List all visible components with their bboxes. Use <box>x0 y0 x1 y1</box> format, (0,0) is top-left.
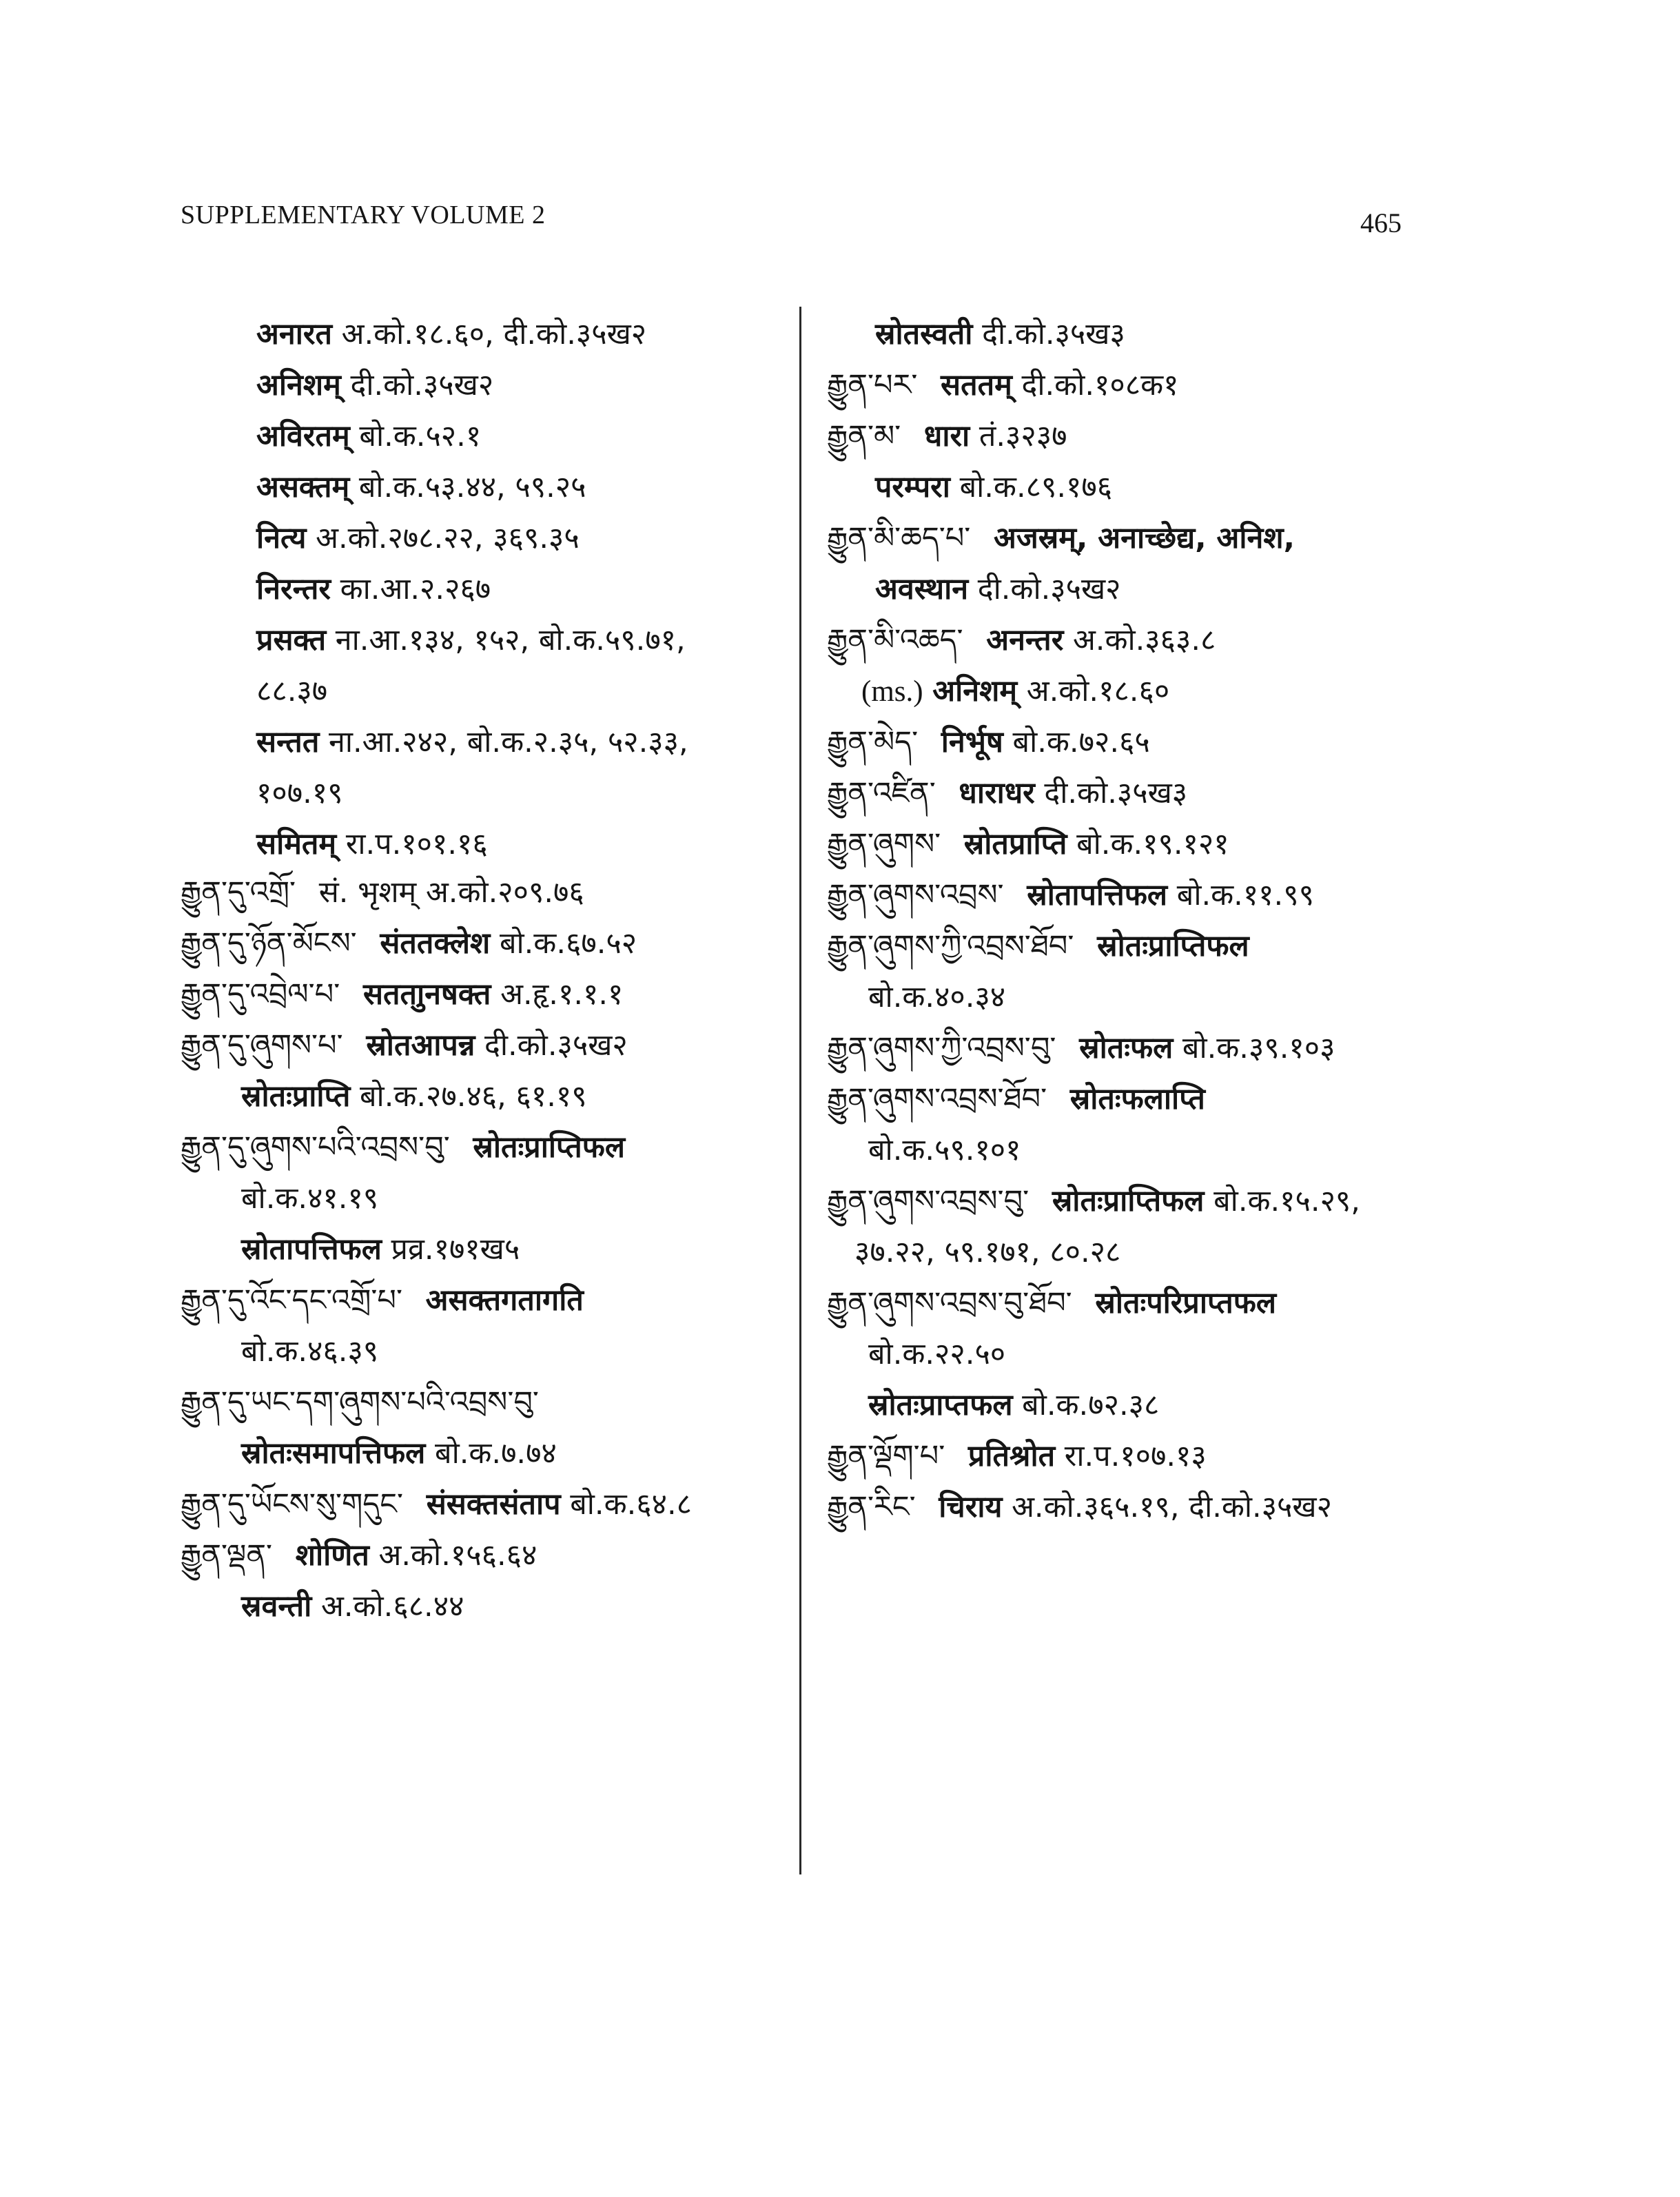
sanskrit-term: शोणित <box>295 1538 369 1573</box>
sanskrit-term: संसक्तसंताप <box>426 1487 561 1522</box>
reference-citation: बो.क.५२.१ <box>359 419 482 453</box>
entry-line <box>181 1535 537 1576</box>
reference-citation: प्रव्र.१७१ख५ <box>391 1232 520 1267</box>
entry-line <box>868 1384 1159 1426</box>
entry-line <box>181 1127 625 1168</box>
reference-citation: बो.क.६७.५२ <box>499 926 637 961</box>
entry-line <box>181 1280 584 1321</box>
tibetan-headword: རྒྱུན་ལྡན་ <box>181 1538 273 1573</box>
reference-citation: बो.क.४१.१९ <box>241 1181 379 1216</box>
tibetan-headword: རྒྱུན་དུ་ཉོན་མོངས་ <box>181 926 357 961</box>
sanskrit-term: स्रोतस्वती <box>875 317 973 351</box>
entry-line <box>875 467 1112 508</box>
entry-line <box>861 671 1169 713</box>
tibetan-headword: རྒྱུན་དུ་འོང་དང་འགྲོ་པ་ <box>181 1283 402 1318</box>
reference-citation: बो.क.८९.१७६ <box>959 470 1113 504</box>
sanskrit-term: सततम् <box>941 368 1012 402</box>
tibetan-headword: རྒྱུན་དུ་ཞུགས་པ་ <box>181 1028 343 1063</box>
reference-citation: अ.को.३६५.१९, दी.को.३५ख२ <box>1012 1490 1332 1524</box>
sanskrit-term: अविरतम् <box>256 419 350 453</box>
sanskrit-term: स्रवन्ती <box>241 1589 312 1624</box>
reference-citation: बो.क.१९.१२१ <box>1076 827 1229 861</box>
reference-citation: बो.क.७२.६५ <box>1012 725 1150 759</box>
sanskrit-term: स्रोतःफल <box>1079 1031 1174 1065</box>
tibetan-headword: རྒྱུན་མ་ <box>827 419 901 453</box>
entry-line <box>827 722 1150 763</box>
entry-line <box>875 569 1121 610</box>
tibetan-headword: རྒྱུན་དུ་ཡོངས་སུ་གདུང་ <box>181 1487 404 1522</box>
entry-line <box>181 1382 553 1423</box>
sanskrit-term: स्रोतःप्राप्ति <box>241 1079 351 1114</box>
entry-line <box>827 1283 1276 1324</box>
reference-citation: अ.को.३६३.८ <box>1072 623 1216 657</box>
entry-line <box>827 1486 1332 1528</box>
sanskrit-term: स्रोतआपन्न <box>366 1028 475 1063</box>
tibetan-headword: རྒྱུན་ལྡོག་པ་ <box>827 1439 945 1473</box>
sanskrit-term: चिराय <box>939 1490 1003 1524</box>
reference-citation: बो.क.१५.२९, <box>1213 1184 1360 1218</box>
sanskrit-term: सतताुनषक्त <box>362 977 491 1012</box>
reference-citation: बो.क.२७.४६, ६१.१९ <box>360 1079 587 1114</box>
sanskrit-term: असक्तम् <box>256 470 350 504</box>
entry-line <box>868 977 1005 1018</box>
reference-citation: का.आ.२.२६७ <box>340 572 491 606</box>
tibetan-headword: རྒྱུན་མེད་ <box>827 725 919 759</box>
entry-line <box>868 1333 1005 1375</box>
reference-citation: ना.आ.१३४, १५२, बो.क.५९.७१, <box>335 623 686 657</box>
reference-citation: दी.को.३५ख३ <box>1044 776 1188 810</box>
reference-citation: बो.क.११.९९ <box>1176 878 1314 912</box>
entry-line <box>854 1232 1120 1273</box>
reference-citation: बो.क.५३.४४, ५९.२५ <box>358 470 586 504</box>
reference-citation: दी.को.३५ख२ <box>484 1028 628 1063</box>
tibetan-headword: རྒྱུན་ཞུགས་འབྲས་ཐོབ་ <box>827 1082 1047 1116</box>
entry-line <box>827 365 1178 406</box>
entry-line <box>241 1331 378 1372</box>
entry-line <box>827 1079 1205 1120</box>
sanskrit-term: संततक्लेश <box>380 926 491 961</box>
reference-citation: दी.को.१०८क१ <box>1021 368 1179 402</box>
entry-line <box>875 314 1125 355</box>
sanskrit-term: निर्भूष <box>941 725 1003 759</box>
tibetan-headword: རྒྱུན་ཞུགས་འབྲས་བུ་ <box>827 1184 1029 1218</box>
sanskrit-term: अनारत <box>256 317 332 351</box>
sanskrit-term: परम्परा <box>875 470 950 504</box>
reference-citation: बो.क.४६.३९ <box>241 1334 379 1369</box>
tibetan-headword: རྒྱུན་ཞུགས་ཀྱི་འབྲས་བུ་ <box>827 1031 1056 1065</box>
manuscript-note: (ms.) <box>861 675 923 708</box>
entry-line <box>181 1025 628 1066</box>
entry-line <box>827 875 1314 916</box>
reference-citation: दी.को.३५ख३ <box>982 317 1125 351</box>
sanskrit-term: अनिशम् <box>932 674 1018 708</box>
entry-line <box>241 1229 520 1270</box>
tibetan-headword: རྒྱུན་ཞུགས་འབྲས་བུ་ཐོབ་ <box>827 1286 1072 1320</box>
entry-line <box>256 722 688 763</box>
reference-citation: बो.क.६४.८ <box>570 1487 693 1522</box>
sanskrit-term: स्रोतःप्राप्तिफल <box>473 1130 626 1165</box>
sanskrit-term: प्रसक्त <box>256 623 327 657</box>
tibetan-headword: རྒྱུན་དུ་ཡང་དག་ཞུགས་པའི་འབྲས་བུ་ <box>181 1385 539 1420</box>
sanskrit-term: स्रोतःपरिप्राप्तफल <box>1095 1286 1277 1320</box>
entry-line <box>181 1484 692 1525</box>
sanskrit-term: सन्तत <box>256 725 320 759</box>
entry-line <box>256 824 488 865</box>
entry-line <box>241 1178 378 1219</box>
entry-line <box>827 824 1229 865</box>
sanskrit-term: प्रतिश्रोत <box>967 1439 1056 1473</box>
reference-citation: बो.क.४०.३४ <box>868 980 1006 1014</box>
sanskrit-term: असक्तगतागति <box>425 1283 584 1318</box>
entry-line <box>256 620 686 661</box>
entry-line <box>827 518 1295 559</box>
tibetan-headword: རྒྱུན་ཞུགས་ཀྱི་འབྲས་ཐོབ་ <box>827 929 1074 963</box>
entry-line <box>256 365 493 406</box>
sanskrit-term: अजस्रम्, अनाच्छेद्य, अनिश, <box>994 521 1295 555</box>
entry-line <box>241 1433 557 1474</box>
entry-line <box>868 1130 1021 1171</box>
entry-line <box>256 773 342 814</box>
reference-citation: रा.प.१०७.१३ <box>1064 1439 1207 1473</box>
page-number: 465 <box>1360 207 1402 238</box>
sanskrit-term: स्रोतःसमापत्तिफल <box>241 1436 426 1471</box>
sanskrit-term: स्रोतापत्तिफल <box>1027 878 1168 912</box>
running-header: SUPPLEMENTARY VOLUME 2 <box>181 201 546 229</box>
reference-citation: अ.को.२७८.२२, ३६९.३५ <box>316 521 580 555</box>
tibetan-headword: རྒྱུན་མི་འཆད་ <box>827 623 963 657</box>
entry-line <box>827 620 1216 661</box>
reference-citation: रा.प.१०१.१६ <box>345 827 488 861</box>
sanskrit-term: अनिशम् <box>256 368 341 402</box>
reference-citation: तं.३२३७ <box>979 419 1067 453</box>
reference-citation: अ.हृ.१.१.१ <box>500 977 624 1012</box>
tibetan-headword: རྒྱུན་པར་ <box>827 368 918 402</box>
tibetan-headword: རྒྱུན་ཞུགས་ <box>827 827 941 861</box>
entry-line <box>256 671 327 712</box>
reference-citation: सं. भृशम् अ.को.२०९.७६ <box>318 875 584 910</box>
entry-line <box>256 569 491 610</box>
reference-citation: १०७.१९ <box>256 776 343 810</box>
sanskrit-term: नित्य <box>256 521 307 555</box>
column-divider <box>799 307 801 1874</box>
entry-line <box>256 314 646 355</box>
tibetan-headword: རྒྱུན་འཛིན་ <box>827 776 936 810</box>
sanskrit-term: अनन्तर <box>986 623 1064 657</box>
entry-line <box>827 926 1249 967</box>
reference-citation: दी.को.३५ख२ <box>350 368 494 402</box>
reference-citation: बो.क.२२.५० <box>868 1337 1006 1371</box>
tibetan-headword: རྒྱུན་མི་ཆད་པ་ <box>827 521 971 555</box>
entry-line <box>827 1028 1335 1069</box>
reference-citation: ना.आ.२४२, बो.क.२.३५, ५२.३३, <box>329 725 688 759</box>
sanskrit-term: धाराधर <box>959 776 1035 810</box>
reference-citation: अ.को.१५६.६४ <box>378 1538 537 1573</box>
entry-line <box>827 1181 1360 1222</box>
tibetan-headword: རྒྱུན་དུ་ཞུགས་པའི་འབྲས་བུ་ <box>181 1130 450 1165</box>
reference-citation: बो.क.७.७४ <box>435 1436 557 1471</box>
sanskrit-term: स्रोतापत्तिफल <box>241 1232 382 1267</box>
sanskrit-term: स्रोतःफलाप्ति <box>1069 1082 1205 1116</box>
reference-citation: दी.को.३५ख२ <box>977 572 1121 606</box>
entry-line <box>241 1586 464 1627</box>
sanskrit-term: धारा <box>923 419 970 453</box>
tibetan-headword: རྒྱུན་རིང་ <box>827 1490 916 1524</box>
entry-line <box>827 773 1187 814</box>
entry-line <box>256 518 580 559</box>
sanskrit-term: समितम् <box>256 827 337 861</box>
sanskrit-term: स्रोतःप्राप्तिफल <box>1052 1184 1205 1218</box>
reference-citation: ८८.३७ <box>256 674 328 708</box>
sanskrit-term: स्रोतप्राप्ति <box>963 827 1067 861</box>
entry-line <box>256 467 586 508</box>
entry-line <box>181 923 637 964</box>
entry-line <box>827 416 1067 457</box>
reference-citation: बो.क.५९.१०१ <box>868 1133 1021 1167</box>
entry-line <box>241 1076 587 1117</box>
tibetan-headword: རྒྱུན་དུ་འབྲེལ་པ་ <box>181 977 340 1012</box>
entry-line <box>181 974 623 1015</box>
reference-citation: बो.क.३९.१०३ <box>1182 1031 1335 1065</box>
sanskrit-term: स्रोतःप्राप्तिफल <box>1097 929 1249 963</box>
reference-citation: बो.क.७२.३८ <box>1022 1388 1160 1422</box>
tibetan-headword: རྒྱུན་ཞུགས་འབྲས་ <box>827 878 1004 912</box>
reference-citation: अ.को.१८.६० <box>1026 674 1170 708</box>
reference-citation: अ.को.६८.४४ <box>320 1589 464 1624</box>
entry-line <box>827 1435 1207 1477</box>
sanskrit-term: अवस्थान <box>875 572 969 606</box>
tibetan-headword: རྒྱུན་དུ་འགྲོ་ <box>181 875 296 910</box>
sanskrit-term: स्रोतःप्राप्तफल <box>868 1388 1013 1422</box>
sanskrit-term: निरन्तर <box>256 572 331 606</box>
reference-citation: अ.को.१८.६०, दी.को.३५ख२ <box>341 317 647 351</box>
reference-citation: ३७.२२, ५९.१७१, ८०.२८ <box>854 1235 1121 1269</box>
entry-line <box>181 872 584 913</box>
entry-line <box>256 416 481 457</box>
